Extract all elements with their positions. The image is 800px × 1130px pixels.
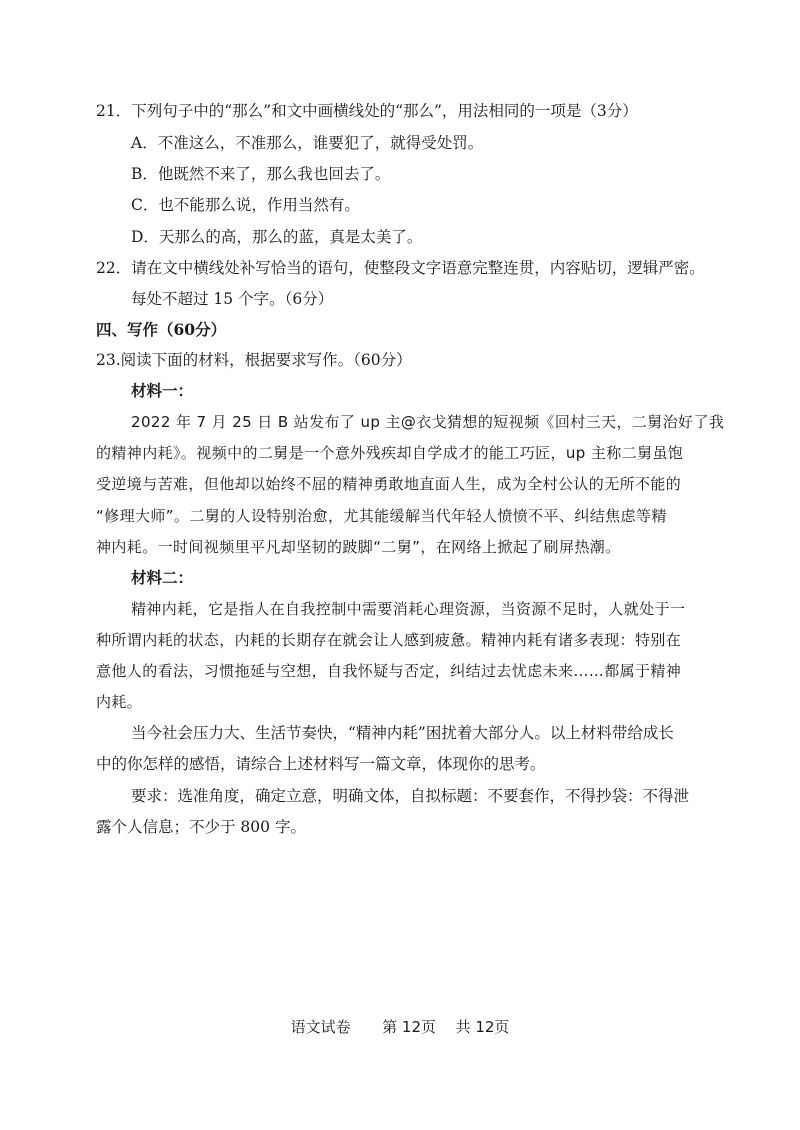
- question-23-stem: 23.阅读下面的材料，根据要求写作。（60分）: [96, 351, 412, 369]
- question-22-stem-continued: 每处不超过 15 个字。（6分）: [131, 290, 334, 308]
- page-footer: [0, 1016, 800, 1038]
- question-21-option-c: C．也不能那么说，作用当然有。: [131, 196, 360, 214]
- material-2-title: 材料二：: [131, 568, 194, 587]
- question-22-stem: 22．请在文中横线处补写恰当的语句，使整段文字语意完整连贯，内容贴切，逻辑严密。: [96, 259, 705, 277]
- question-21-option-b: B．他既然不来了，那么我也回去了。: [131, 165, 391, 183]
- material-1-line: “修理大师”。二舅的人设特别治愈，尤其能缓解当代年轻人愤愤不平、纠结焦虑等精: [96, 507, 667, 525]
- footer-page-number: 第 12页: [382, 1018, 436, 1036]
- writing-requirements-line: 露个人信息；不少于 800 字。: [96, 818, 306, 836]
- material-1-line: 神内耗。一时间视频里平凡却坚韧的跛脚“二舅”，在网络上掀起了刷屏热潮。: [96, 538, 621, 556]
- footer-total-pages: 共 12页: [455, 1018, 510, 1036]
- writing-prompt-line: 中的你怎样的感悟，请综合上述材料写一篇文章，体现你的思考。: [96, 755, 546, 773]
- material-2-line: 意他人的看法，习惯拖延与空想，自我怀疑与否定，纠结过去忧虑未来……都属于精神: [96, 662, 682, 680]
- material-2-line: 内耗。: [96, 693, 143, 711]
- material-1-line: 的精神内耗》。视频中的二舅是一个意外残疾却自学成才的能工巧匠，up 主称二舅虽饱: [96, 444, 684, 462]
- material-2-line: 精神内耗，它是指人在自我控制中需要消耗心理资源，当资源不足时，人就处于一: [131, 600, 686, 618]
- writing-requirements-line: 要求：选准角度，确定立意，明确文体，自拟标题：不要套作，不得抄袋：不得泄: [131, 787, 690, 805]
- question-21-option-a: A．不准这么，不准那么，谁要犯了，就得受处罚。: [131, 134, 484, 152]
- footer-subject: 语文试卷: [290, 1018, 351, 1036]
- question-21-option-d: D．天那么的高，那么的蓝，真是太美了。: [131, 228, 423, 246]
- writing-prompt-line: 当今社会压力大、生活节奏快，“精神内耗”困扰着大部分人。以上材料带给成长: [131, 724, 674, 742]
- section-4-title: 四、写作（60分）: [96, 320, 227, 339]
- material-1-title: 材料一：: [131, 381, 194, 400]
- material-2-line: 种所谓内耗的状态，内耗的长期存在就会让人感到疲惫。精神内耗有诸多表现：特别在: [96, 631, 682, 649]
- material-1-line: 受逆境与苦难，但他却以始终不屈的精神勇敢地直面人生，成为全村公认的无所不能的: [96, 475, 682, 493]
- material-1-line: 2022 年 7 月 25 日 B 站发布了 up 主@衣戈猜想的短视频《回村三天，二舅治好了我: [131, 413, 725, 431]
- question-21-stem: 21．下列句子中的“那么”和文中画横线处的“那么”，用法相同的一项是（3分）: [96, 102, 638, 120]
